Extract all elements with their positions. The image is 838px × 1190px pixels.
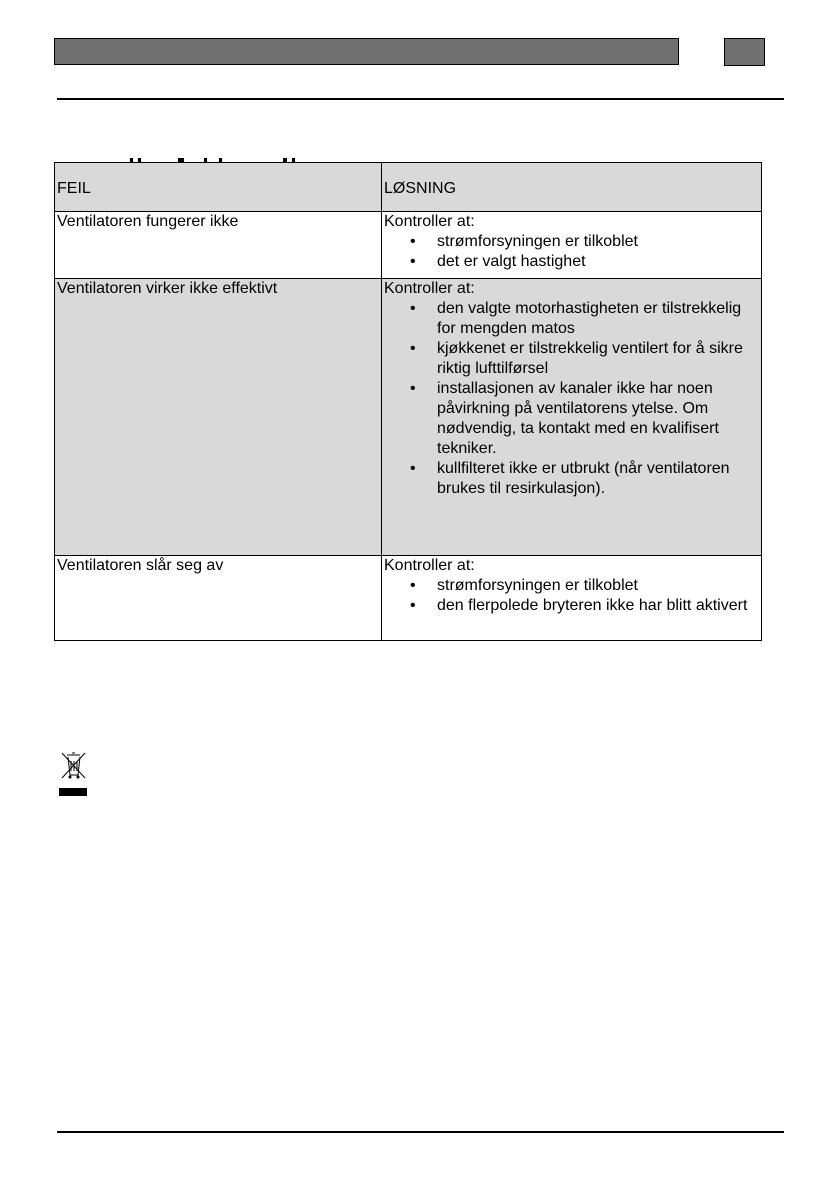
- solution-cell: [382, 279, 762, 556]
- bullet-icon: •: [410, 380, 416, 397]
- bottom-rule: [57, 1131, 784, 1133]
- solution-intro: Kontroller at:: [384, 557, 475, 574]
- solution-cell: [382, 212, 762, 279]
- solution-item: • den flerpolede bryteren ikke har blitt aktivert: [410, 597, 748, 614]
- troubleshooting-table: [54, 162, 762, 641]
- solution-item: • det er valgt hastighet: [410, 253, 586, 270]
- fault-cell: Ventilatoren fungerer ikke: [55, 212, 382, 279]
- solution-item: • strømforsyningen er tilkoblet: [410, 577, 638, 594]
- header-fault: FEIL: [55, 163, 382, 212]
- fault-cell: Ventilatoren slår seg av: [55, 556, 382, 641]
- solution-list: [384, 299, 759, 499]
- bullet-icon: •: [410, 233, 416, 250]
- table-header-row: [55, 163, 762, 212]
- header-solution: LØSNING: [382, 163, 762, 212]
- bullet-icon: •: [410, 597, 416, 614]
- table-row: [55, 212, 762, 279]
- solution-item: • den valgte motorhastigheten er tilstrekkelig for mengden matos: [410, 300, 742, 337]
- solution-cell: [382, 556, 762, 641]
- crossed-out-wheeled-bin-icon: [58, 751, 88, 797]
- table-row: [55, 556, 762, 641]
- fault-cell: Ventilatoren virker ikke effektivt: [55, 279, 382, 556]
- header-page-box: [724, 38, 765, 66]
- solution-item: • installasjonen av kanaler ikke har noen påvirkning på ventilatorens ytelse. Om nødvendig, ta kontakt med en kvalifisert tekniker.: [410, 380, 719, 457]
- solution-list: [384, 232, 759, 272]
- bullet-icon: •: [410, 253, 416, 270]
- bullet-icon: •: [410, 460, 416, 477]
- table-row: [55, 279, 762, 556]
- bullet-icon: •: [410, 340, 416, 357]
- solution-item: • kullfilteret ikke er utbrukt (når ventilatoren brukes til resirkulasjon).: [410, 460, 730, 497]
- solution-list: [384, 576, 759, 616]
- bullet-icon: •: [410, 300, 416, 317]
- top-rule: [57, 98, 784, 100]
- header-title-bar: [54, 38, 679, 65]
- solution-intro: Kontroller at:: [384, 213, 475, 230]
- bullet-icon: •: [410, 577, 416, 594]
- solution-item: • kjøkkenet er tilstrekkelig ventilert for å sikre riktig lufttilførsel: [410, 340, 743, 377]
- clipped-heading: [54, 150, 761, 162]
- solution-item: • strømforsyningen er tilkoblet: [410, 233, 638, 250]
- solution-intro: Kontroller at:: [384, 280, 475, 297]
